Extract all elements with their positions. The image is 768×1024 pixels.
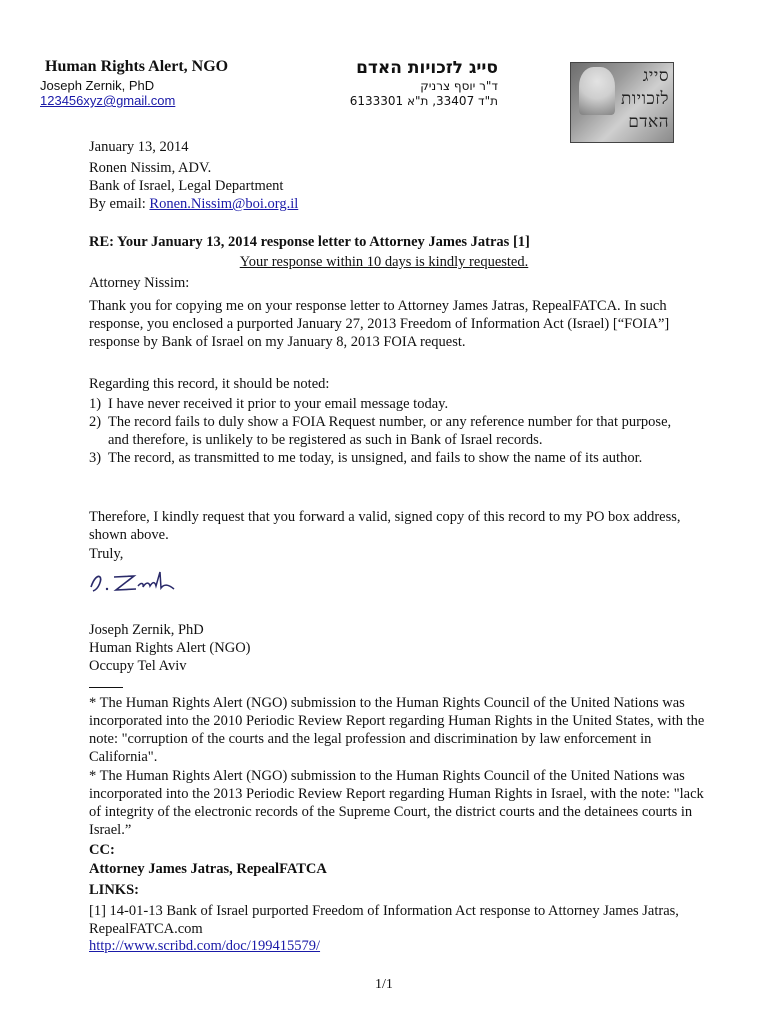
person-name-en: Joseph Zernik, PhD bbox=[40, 78, 155, 93]
letterhead-email-link[interactable]: 123456xyz@gmail.com bbox=[40, 93, 176, 108]
recipient-name: Ronen Nissim, ADV. bbox=[89, 160, 212, 176]
paragraph-1: Thank you for copying me on your response letter to Attorney James Jatras, RepealFATCA. In such response, you enclosed a purported January 27, 2013 Freedom of Information Act (Israel) [“FOIA”] response by Bank of Israel on my January 8, 2013 FOIA request. bbox=[89, 298, 670, 350]
address-he: ת"ד 33407, ת"א 6133301 bbox=[349, 94, 498, 108]
list-item-number: 2) bbox=[89, 414, 102, 430]
recipient-email-link[interactable]: Ronen.Nissim@boi.org.il bbox=[149, 196, 299, 212]
page-number: 1/1 bbox=[375, 977, 393, 992]
links-label: LINKS: bbox=[89, 882, 139, 898]
footnote-2: * The Human Rights Alert (NGO) submission to the Human Rights Council of the United Nations was incorporated into the 2013 Periodic Review Report regarding Human Rights in Israel, with the note: "lack of integrity of the electronic records of the Supreme Court, the district courts and the detainees courts in Israel.” bbox=[89, 768, 704, 838]
cc-recipient: Attorney James Jatras, RepealFATCA bbox=[89, 861, 327, 877]
list-item bbox=[89, 449, 689, 467]
signatory-name: Joseph Zernik, PhD bbox=[89, 622, 204, 638]
letter-date: January 13, 2014 bbox=[89, 139, 189, 155]
list-item-text: I have never received it prior to your email message today. bbox=[108, 396, 449, 412]
footnote-divider bbox=[89, 687, 123, 688]
by-email-label: By email: bbox=[89, 196, 146, 212]
reference-1-text: [1] 14-01-13 Bank of Israel purported Freedom of Information Act response to Attorney James Jatras, RepealFATCA.com bbox=[89, 903, 679, 937]
list-item-text: The record fails to duly show a FOIA Request number, or any reference number for that purpose, and therefore, is unlikely to be registered as such in Bank of Israel records. bbox=[108, 414, 672, 448]
handwritten-signature bbox=[88, 566, 180, 594]
person-name-he: ד"ר יוסף צרניק bbox=[420, 79, 498, 93]
logo-text: סייג לזכויות האדם bbox=[620, 66, 669, 132]
list-item-text: The record, as transmitted to me today, is unsigned, and fails to show the name of its author. bbox=[108, 450, 643, 466]
list-item bbox=[89, 413, 689, 449]
recipient-department: Bank of Israel, Legal Department bbox=[89, 178, 284, 194]
paragraph-3: Therefore, I kindly request that you forward a valid, signed copy of this record to my PO box address, shown above. bbox=[89, 509, 681, 543]
reference-1-link[interactable]: http://www.scribd.com/doc/199415579/ bbox=[89, 938, 321, 954]
points-list bbox=[89, 395, 689, 467]
paragraph-2: Regarding this record, it should be noted: bbox=[89, 376, 330, 392]
org-logo bbox=[570, 62, 674, 143]
list-item-number: 1) bbox=[89, 396, 102, 412]
cc-label: CC: bbox=[89, 842, 115, 858]
signatory-org: Human Rights Alert (NGO) bbox=[89, 640, 251, 656]
org-name-en: Human Rights Alert, NGO bbox=[45, 58, 229, 75]
list-item-number: 3) bbox=[89, 450, 102, 466]
re-line: RE: Your January 13, 2014 response letter to Attorney James Jatras [1] bbox=[89, 234, 530, 250]
response-request: Your response within 10 days is kindly requested. bbox=[239, 254, 529, 270]
org-name-he: סייג לזכויות האדם bbox=[356, 58, 498, 78]
salutation: Attorney Nissim: bbox=[89, 275, 190, 291]
footnote-1: * The Human Rights Alert (NGO) submission to the Human Rights Council of the United Nations was incorporated into the 2010 Periodic Review Report regarding Human Rights in the United States, with the note: "corruption of the courts and the legal profession and discrimination by law enforcement in California". bbox=[89, 695, 705, 765]
signatory-location: Occupy Tel Aviv bbox=[89, 658, 187, 674]
list-item bbox=[89, 395, 689, 413]
recipient-email-line bbox=[89, 196, 298, 213]
closing: Truly, bbox=[89, 546, 124, 562]
